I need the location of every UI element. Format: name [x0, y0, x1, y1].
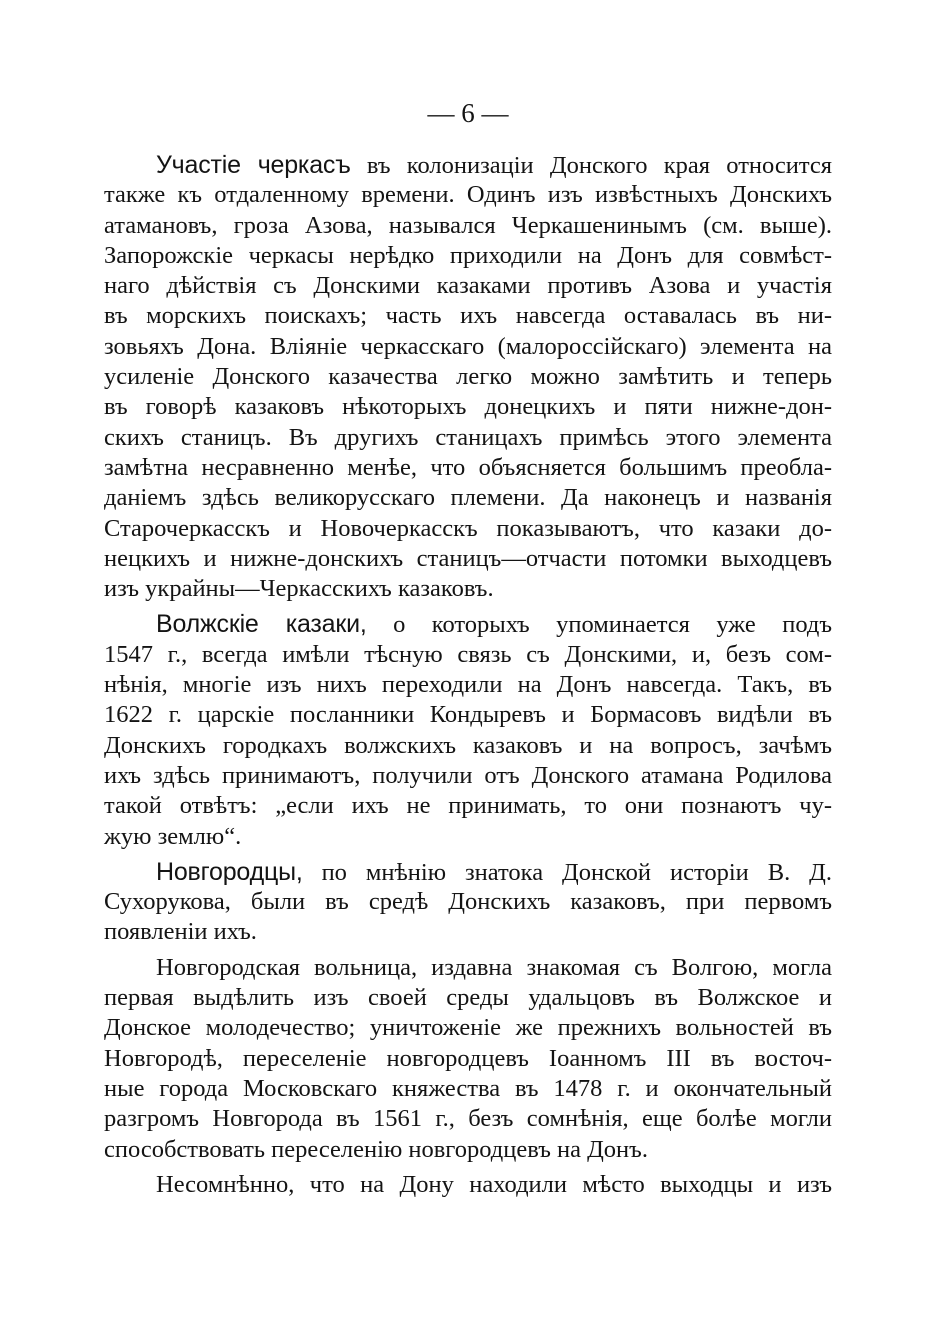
text-line: разгромъ Новгорода въ 1561 г., безъ сомнѣнія, еще болѣе могли	[104, 1105, 832, 1133]
text-line: появленіи ихъ.	[104, 918, 257, 946]
text-span: по мнѣнію знатока Донской исторіи В. Д.	[321, 858, 832, 886]
paragraph-first-line: Новгородская вольница, издавна знакомая съ Волгою, могла	[156, 953, 832, 981]
text-line: наго дѣйствія съ Донскими казаками противъ Азова и участія	[104, 272, 832, 300]
body-text	[104, 150, 832, 1200]
text-line: первая выдѣлить изъ своей среды удальцовъ въ Волжское и	[104, 984, 832, 1012]
section-heading-novgorodians: Новгородцы,	[156, 857, 303, 886]
text-line: Запорожскіе черкасы нерѣдко приходили на Донъ для совмѣст-	[104, 241, 832, 269]
text-line: Донскихъ городкахъ волжскихъ казаковъ и на вопросъ, зачѣмъ	[104, 731, 832, 759]
text-line: въ морскихъ поискахъ; часть ихъ навсегда оставалась въ ни-	[104, 302, 832, 330]
section-heading-volga-cossacks: Волжскіе казаки,	[156, 610, 367, 639]
text-line: способствовать переселенію новгородцевъ на Донъ.	[104, 1135, 648, 1163]
text-span: въ колонизаціи Донского края относится	[366, 152, 833, 179]
text-line: Новгородѣ, переселеніе новгородцевъ Іоанномъ III въ восточ-	[104, 1044, 832, 1072]
text-line: ихъ здѣсь принимаютъ, получили отъ Донского атамана Родилова	[104, 761, 832, 789]
page-number: — 6 —	[427, 98, 509, 128]
paragraph-novgorod-freemen	[104, 953, 832, 1165]
text-line: 1547 г., всегда имѣли тѣсную связь съ Донскими, и, безъ сом-	[104, 640, 832, 668]
text-line: въ говорѣ казаковъ нѣкоторыхъ донецкихъ и пяти нижне-дон-	[104, 393, 832, 421]
paragraph-first-line: Несомнѣнно, что на Дону находили мѣсто выходцы и изъ	[156, 1170, 832, 1198]
paragraph-first-line	[104, 857, 832, 887]
text-line: такой отвѣтъ: „если ихъ не принимать, то они познаютъ чу-	[104, 792, 832, 820]
text-line: скихъ станицъ. Въ другихъ станицахъ примѣсь этого элемента	[104, 423, 832, 451]
paragraph-first-line	[104, 609, 832, 639]
text-line: нецкихъ и нижне-донскихъ станицъ—отчасти потомки выходцевъ	[104, 544, 832, 572]
text-line: Сухорукова, были въ средѣ Донскихъ казаковъ, при первомъ	[104, 888, 832, 916]
text-line: 1622 г. царскіе посланники Кондыревъ и Бормасовъ видѣли въ	[104, 701, 832, 729]
paragraph-novgorodians	[104, 857, 832, 948]
text-line: изъ украйны—Черкасскихъ казаковъ.	[104, 575, 494, 603]
text-line: Донское молодечество; уничтоженіе же прежнихъ вольностей въ	[104, 1014, 832, 1042]
text-line: также къ отдаленному времени. Одинъ изъ извѣстныхъ Донскихъ	[104, 181, 832, 209]
text-line: усиленіе Донского казачества легко можно замѣтить и теперь	[104, 363, 832, 391]
text-line: даніемъ здѣсь великорусскаго племени. Да наконецъ и названія	[104, 484, 832, 512]
text-line: атамановъ, гроза Азова, назывался Черкашенинымъ (см. выше).	[104, 211, 832, 239]
text-span: о которыхъ упоминается уже подъ	[393, 611, 833, 639]
paragraph-cherkasy	[104, 150, 832, 604]
text-line: нѣнія, многіе изъ нихъ переходили на Донъ навсегда. Такъ, въ	[104, 671, 832, 699]
paragraph-undoubtedly	[104, 1170, 832, 1200]
text-line: ные города Московскаго княжества въ 1478 г. и окончательный	[104, 1074, 832, 1102]
text-line: зовьяхъ Дона. Вліяніе черкасскаго (малороссійскаго) элемента на	[104, 332, 832, 360]
section-heading-cherkasy: Участіе черкасъ	[156, 151, 351, 179]
text-line: замѣтна несравненно менѣе, что объясняется большимъ преобла-	[104, 453, 832, 481]
paragraph-first-line	[104, 150, 832, 180]
paragraph-volga-cossacks	[104, 609, 832, 851]
text-line: жую землю“.	[104, 822, 242, 850]
text-line: Старочеркасскъ и Новочеркасскъ показываютъ, что казаки до-	[104, 514, 832, 542]
